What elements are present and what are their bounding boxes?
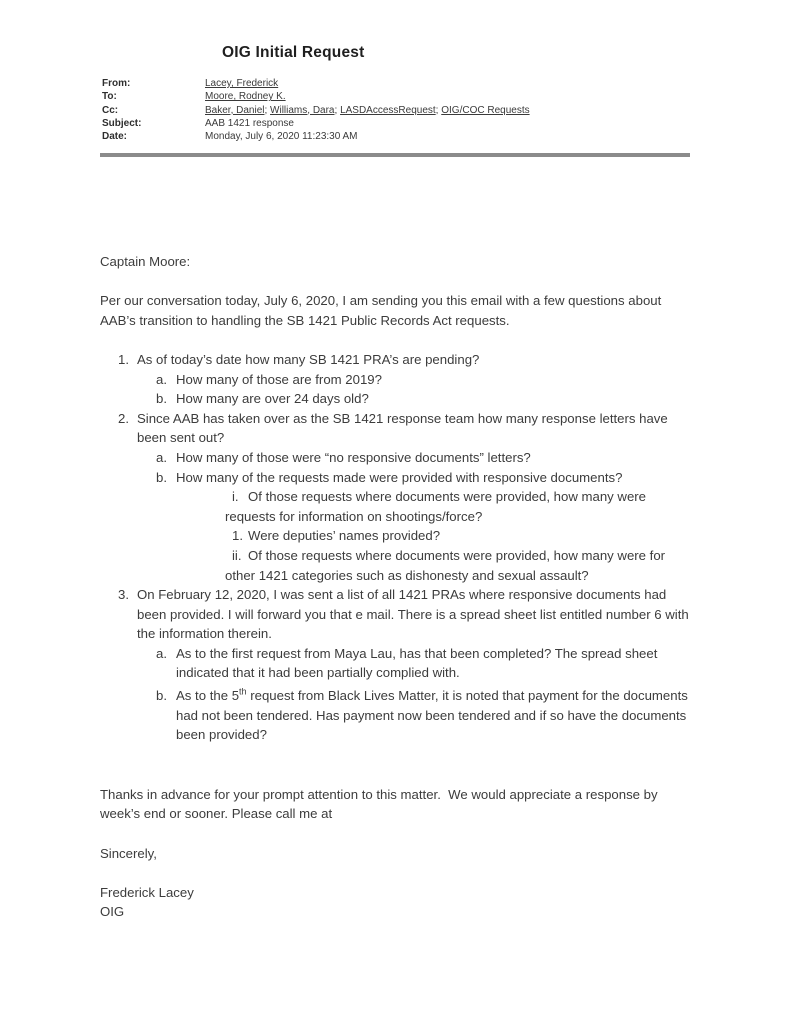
list-item-text: As of today’s date how many SB 1421 PRA’s are pending? [137, 351, 480, 367]
email-header-row-date [102, 130, 692, 143]
list-item-2 [118, 409, 692, 448]
date-value: Monday, July 6, 2020 11:23:30 AM [205, 131, 358, 143]
email-header [102, 77, 692, 143]
cc-recipient: OIG/COC Requests [441, 104, 530, 116]
list-marker: b. [156, 688, 167, 704]
date-label: Date: [102, 131, 128, 143]
list-item-3a [156, 644, 692, 683]
ordinal-superscript: th [239, 686, 247, 697]
valediction: Sincerely, [100, 845, 157, 861]
signature-name: Frederick Lacey [100, 884, 194, 900]
list-item-text-suffix: request from Black Lives Matter, it is noted that payment for the documents had not been tendered. Has payment now been tendered and if so have the documents been provided? [176, 688, 692, 743]
list-item-text: Of those requests where documents were provided, how many were requests for information on shootings/force? [225, 489, 650, 524]
cc-separator: ; [435, 104, 442, 116]
email-header-row-subject [102, 117, 692, 130]
list-item-text: How many of those are from 2019? [176, 371, 382, 387]
list-marker: 1. [118, 351, 129, 367]
subject-label: Subject: [102, 117, 142, 129]
from-label: From: [102, 78, 131, 89]
list-item-2b [156, 468, 692, 488]
list-item-2b-i [225, 487, 692, 526]
list-item-2b-ii [225, 546, 692, 585]
to-value [205, 90, 692, 103]
salutation: Captain Moore: [100, 254, 191, 269]
cc-value [205, 104, 692, 117]
cc-separator: ; [264, 104, 271, 116]
list-item-3 [118, 585, 692, 644]
closing-paragraph: Thanks in advance for your prompt attention to this matter. We would appreciate a response by week’s end or sooner. Please call me at [100, 786, 662, 822]
list-item-text: Were deputies’ names provided? [248, 528, 441, 544]
list-item-text: On February 12, 2020, I was sent a list of all 1421 PRAs where responsive documents had been provided. I will forward you that e mail. There is a spread sheet list entitled number 6 with the information therein. [137, 587, 693, 642]
list-item-text [176, 686, 692, 745]
cc-recipient: Williams, Dara [270, 104, 335, 116]
list-marker: 2. [118, 410, 129, 426]
list-item-1a [156, 370, 692, 390]
list-item-1b [156, 389, 692, 409]
email-header-row-to [102, 90, 692, 103]
email-header-row-from [102, 77, 692, 90]
to-label: To: [102, 91, 117, 103]
question-list [100, 350, 692, 745]
subject-value: AAB 1421 response [205, 117, 294, 129]
cc-recipient: Baker, Daniel [205, 104, 265, 116]
list-item-2a [156, 448, 692, 468]
intro-paragraph: Per our conversation today, July 6, 2020, I am sending you this email with a few questions about AAB’s transition to handling the SB 1421 Public Records Act requests. [100, 293, 665, 328]
list-item-text: Of those requests where documents were provided, how many were for other 1421 categories such as dishonesty and sexual assault? [225, 547, 669, 583]
list-marker: b. [156, 469, 167, 485]
list-marker: b. [156, 391, 167, 407]
list-marker: ii. [232, 547, 242, 563]
list-marker: a. [156, 371, 167, 387]
from-value [205, 77, 692, 90]
list-item-1 [118, 350, 692, 370]
list-item-text: As to the first request from Maya Lau, has that been completed? The spread sheet indicated that it had been partially complied with. [176, 645, 662, 681]
to-recipient: Moore, Rodney K. [205, 91, 286, 103]
list-item-text: How many are over 24 days old? [176, 391, 369, 407]
list-item-text: Since AAB has taken over as the SB 1421 response team how many response letters have been sent out? [137, 410, 672, 446]
email-header-row-cc [102, 104, 692, 117]
list-item-text: How many of those were “no responsive documents” letters? [176, 449, 531, 465]
list-marker: a. [156, 449, 167, 465]
cc-recipient: LASDAccessRequest [340, 104, 436, 116]
header-divider [100, 153, 690, 157]
from-recipient: Lacey, Frederick [205, 78, 279, 89]
list-marker: 1. [232, 528, 243, 544]
cc-label: Cc: [102, 104, 119, 116]
list-item-text-prefix: As to the 5 [176, 688, 240, 704]
list-item-2b-i-1 [225, 526, 692, 546]
signature-org: OIG [100, 904, 125, 920]
email-body [100, 252, 692, 922]
cc-separator: ; [334, 104, 341, 116]
list-item-3b [156, 686, 692, 745]
list-marker: i. [232, 489, 239, 505]
list-item-text: How many of the requests made were provided with responsive documents? [176, 469, 623, 485]
document-title: OIG Initial Request [222, 44, 365, 61]
list-marker: 3. [118, 587, 129, 603]
list-marker: a. [156, 645, 167, 661]
